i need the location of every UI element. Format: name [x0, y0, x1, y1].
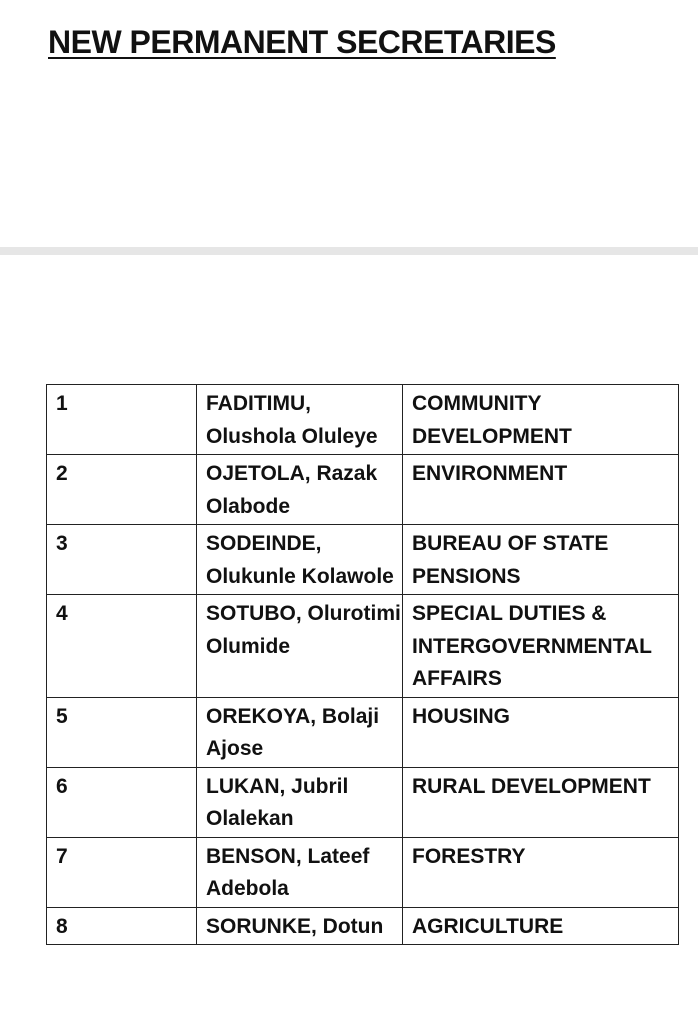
table-row [47, 907, 679, 945]
serial-number-cell: 6 [47, 767, 197, 837]
name-cell: SORUNKE, Dotun [197, 907, 403, 945]
department-cell: HOUSING [403, 697, 679, 767]
department-cell: AGRICULTURE [403, 907, 679, 945]
section-divider [0, 247, 698, 255]
table-row [47, 837, 679, 907]
name-cell: BENSON, Lateef Adebola [197, 837, 403, 907]
name-cell: OREKOYA, Bolaji Ajose [197, 697, 403, 767]
name-cell: SOTUBO, Olurotimi Olumide [197, 595, 403, 698]
table-row [47, 455, 679, 525]
table-row [47, 767, 679, 837]
name-cell: OJETOLA, Razak Olabode [197, 455, 403, 525]
name-cell: SODEINDE, Olukunle Kolawole [197, 525, 403, 595]
table-row [47, 525, 679, 595]
document-title: NEW PERMANENT SECRETARIES [48, 24, 556, 60]
department-cell: COMMUNITY DEVELOPMENT [403, 385, 679, 455]
table-row [47, 385, 679, 455]
permanent-secretaries-table [46, 384, 679, 945]
department-cell: BUREAU OF STATE PENSIONS [403, 525, 679, 595]
table-row [47, 697, 679, 767]
serial-number-cell: 8 [47, 907, 197, 945]
department-cell: SPECIAL DUTIES & INTERGOVERNMENTAL AFFAIRS [403, 595, 679, 698]
serial-number-cell: 7 [47, 837, 197, 907]
serial-number-cell: 1 [47, 385, 197, 455]
department-cell: FORESTRY [403, 837, 679, 907]
serial-number-cell: 2 [47, 455, 197, 525]
serial-number-cell: 3 [47, 525, 197, 595]
serial-number-cell: 5 [47, 697, 197, 767]
department-cell: RURAL DEVELOPMENT [403, 767, 679, 837]
name-cell: LUKAN, Jubril Olalekan [197, 767, 403, 837]
serial-number-cell: 4 [47, 595, 197, 698]
table-row [47, 595, 679, 698]
department-cell: ENVIRONMENT [403, 455, 679, 525]
name-cell: FADITIMU, Olushola Oluleye [197, 385, 403, 455]
